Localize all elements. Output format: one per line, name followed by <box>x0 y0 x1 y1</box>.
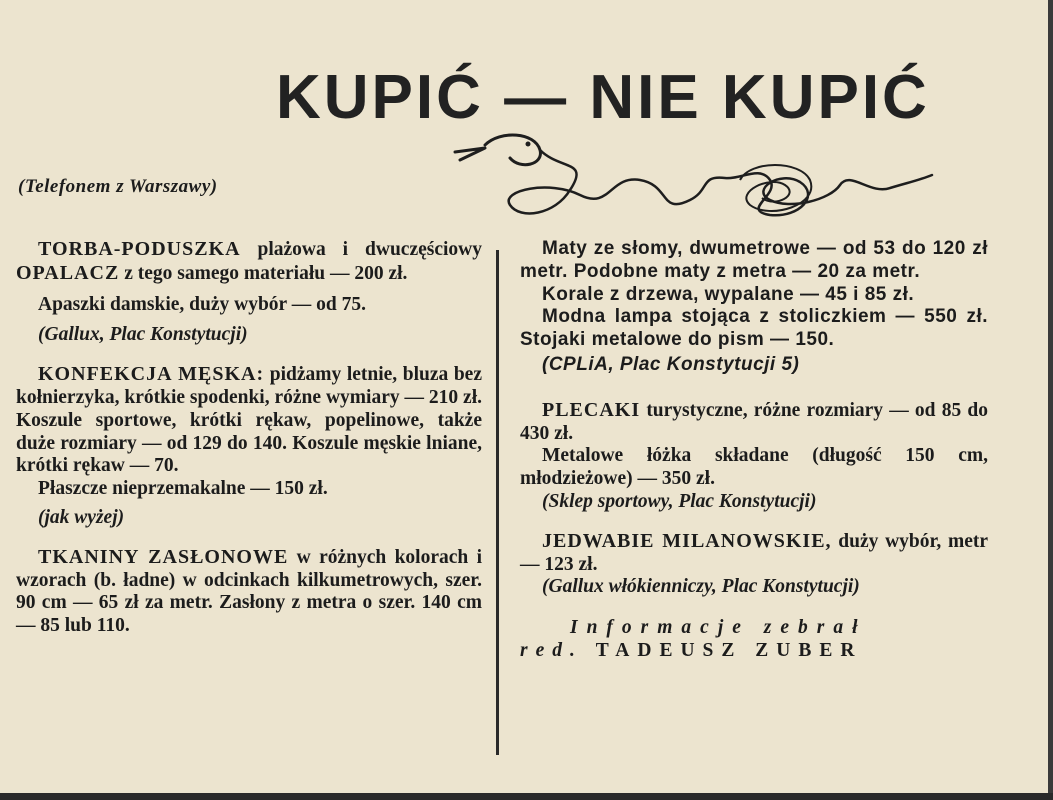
credit-line-1: Informacje zebrał <box>570 617 867 639</box>
text-jedwabie: duży wybór, metr — 123 zł. <box>520 530 989 575</box>
article-title: KUPIĆ — NIE KUPIĆ <box>276 63 930 132</box>
text-konfekcja: pidżamy letnie, bluza bez kołnierzyka, krótkie spodenki, różne wymiary — 210 zł. Koszule sportowe, krótki rękaw, popelinowe, także duże rozmiary — od 129 do 140. Koszule męskie lniane, krótki rękaw — 70. <box>16 364 482 477</box>
column-divider <box>496 250 499 755</box>
text-torba-b: z tego samego materiału — 200 zł. <box>119 262 408 284</box>
source-sklep-sportowy: (Sklep sportowy, Plac Konstytucji) <box>542 490 817 512</box>
source-gallux-wlokienniczy: (Gallux włókienniczy, Plac Konstytucji) <box>542 576 860 598</box>
heading-plecaki: PLECAKI <box>542 398 641 421</box>
paragraph-torba <box>16 238 482 286</box>
paragraph-plaszcze: Płaszcze nieprzemakalne — 150 zł. <box>38 478 328 500</box>
source-jak-wyzej: (jak wyżej) <box>38 506 125 528</box>
paragraph-plecaki <box>520 399 988 446</box>
heading-tkaniny: TKANINY ZASŁONOWE <box>38 545 289 568</box>
credit-line-2 <box>520 640 988 663</box>
source-cplia: (CPLiA, Plac Konstytucji 5) <box>542 353 800 375</box>
left-column <box>16 238 482 638</box>
article-subtitle: (Telefonem z Warszawy) <box>18 176 218 197</box>
credit-prefix: red. <box>520 639 596 661</box>
paragraph-konfekcja <box>16 363 482 478</box>
heading-opalacz: OPALACZ <box>16 261 120 284</box>
source-gallux: (Gallux, Plac Konstytucji) <box>38 324 248 346</box>
right-column <box>520 238 988 663</box>
text-torba-a: plażowa i dwuczęściowy <box>240 239 482 260</box>
paragraph-tkaniny <box>16 546 482 638</box>
bottom-rule <box>0 793 1053 800</box>
page-edge <box>1048 0 1053 800</box>
text-plecaki: turystyczne, różne rozmiary — od 85 do 430 zł. <box>520 399 988 444</box>
heading-jedwabie: JEDWABIE MILANOWSKIE, <box>542 529 832 552</box>
paragraph-apaszki: Apaszki damskie, duży wybór — od 75. <box>38 293 366 315</box>
snake-illustration <box>440 120 940 230</box>
heading-torba: TORBA-PODUSZKA <box>38 238 241 260</box>
author-name: TADEUSZ ZUBER <box>595 639 863 661</box>
paragraph-lozka: Metalowe łóżka składane (długość 150 cm, młodzieżowe) — 350 zł. <box>520 445 988 490</box>
paragraph-lampa: Modna lampa stojąca z stoliczkiem — 550 zł. Stojaki metalowe do pism — 150. <box>520 306 988 351</box>
heading-konfekcja: KONFEKCJA MĘSKA: <box>38 363 265 386</box>
paragraph-jedwabie <box>520 530 988 577</box>
paragraph-korale: Korale z drzewa, wypalane — 45 i 85 zł. <box>542 283 915 305</box>
paragraph-maty: Maty ze słomy, dwumetrowe — od 53 do 120 zł metr. Podobne maty z metra — 20 za metr. <box>520 238 988 282</box>
text-tkaniny: w różnych kolorach i wzorach (b. ładne) w odcinkach kilkumetrowych, szer. 90 cm — 65 zł za metr. Zasłony z metra o szer. 140 cm — 85 lub 110. <box>16 546 483 637</box>
author-credit <box>520 617 988 663</box>
